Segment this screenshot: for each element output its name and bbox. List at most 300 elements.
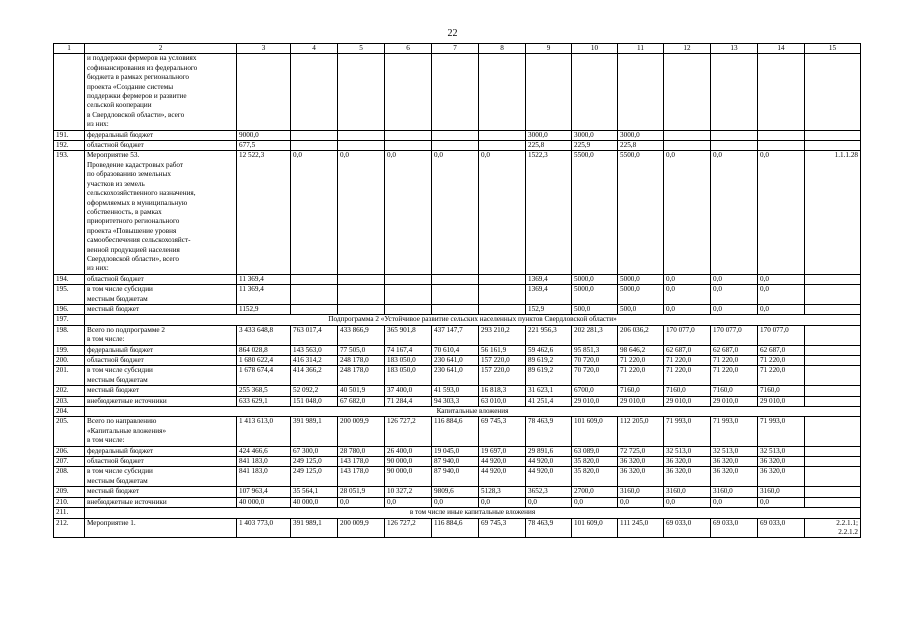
value-cell: 71 993,0 — [711, 417, 758, 446]
target-code — [805, 345, 861, 355]
value-cell: 71 220,0 — [711, 366, 758, 386]
value-cell: 11 369,4 — [237, 285, 291, 305]
value-cell — [432, 304, 479, 314]
value-cell: 7160,0 — [758, 386, 805, 396]
value-cell: 0,0 — [479, 151, 526, 274]
value-cell: 67 300,0 — [291, 446, 338, 456]
value-cell: 9809,6 — [432, 487, 479, 497]
column-header: 8 — [479, 44, 526, 54]
value-cell: 437 147,7 — [432, 325, 479, 345]
row-number: 201. — [54, 366, 85, 386]
value-cell: 29 010,0 — [664, 396, 711, 406]
value-cell: 63 089,0 — [572, 446, 618, 456]
value-cell: 36 320,0 — [711, 457, 758, 467]
row-label: Мероприятие 53. Проведение кадастровых работ по образованию земельных участков из земель сельскохозяйственного назначения, оформляемых в муниципальную собственность, в рамках приоритетного регионального проекта «Повышение уровня самообеспечения сельскохозяйст- венной продукцией населения Свердловской области», всего из них: — [85, 151, 237, 274]
value-cell — [479, 304, 526, 314]
value-cell: 5000,0 — [618, 274, 664, 284]
table-row — [54, 386, 861, 396]
value-cell — [432, 274, 479, 284]
value-cell: 5128,3 — [479, 487, 526, 497]
value-cell: 152,9 — [526, 304, 572, 314]
value-cell: 249 125,0 — [291, 467, 338, 487]
value-cell: 70 720,0 — [572, 366, 618, 386]
value-cell: 225,8 — [526, 141, 572, 151]
value-cell: 36 320,0 — [664, 467, 711, 487]
column-header: 7 — [432, 44, 479, 54]
table-row — [54, 396, 861, 406]
value-cell: 44 920,0 — [526, 467, 572, 487]
target-code — [805, 325, 861, 345]
table-row — [54, 518, 861, 538]
value-cell: 0,0 — [664, 497, 711, 507]
row-number: 205. — [54, 417, 85, 446]
value-cell: 62 687,0 — [664, 345, 711, 355]
table-row — [54, 315, 861, 325]
column-header: 12 — [664, 44, 711, 54]
value-cell: 71 993,0 — [664, 417, 711, 446]
value-cell: 32 513,0 — [758, 446, 805, 456]
value-cell: 0,0 — [338, 497, 385, 507]
value-cell: 71 220,0 — [664, 366, 711, 386]
value-cell — [711, 54, 758, 130]
value-cell: 62 687,0 — [711, 345, 758, 355]
value-cell — [338, 130, 385, 140]
value-cell: 170 077,0 — [758, 325, 805, 345]
value-cell: 71 220,0 — [711, 356, 758, 366]
value-cell — [479, 285, 526, 305]
row-number: 207. — [54, 457, 85, 467]
value-cell: 107 963,4 — [237, 487, 291, 497]
table-row — [54, 497, 861, 507]
value-cell: 78 463,9 — [526, 417, 572, 446]
target-code — [805, 487, 861, 497]
value-cell: 5500,0 — [572, 151, 618, 274]
column-header: 9 — [526, 44, 572, 54]
value-cell: 71 220,0 — [758, 356, 805, 366]
value-cell: 11 369,4 — [237, 274, 291, 284]
value-cell: 87 940,0 — [432, 457, 479, 467]
value-cell: 29 010,0 — [711, 396, 758, 406]
value-cell: 26 400,0 — [385, 446, 432, 456]
value-cell: 29 010,0 — [758, 396, 805, 406]
value-cell: 0,0 — [432, 151, 479, 274]
target-code — [805, 141, 861, 151]
column-header: 2 — [85, 44, 237, 54]
value-cell: 71 220,0 — [618, 356, 664, 366]
value-cell — [291, 141, 338, 151]
value-cell: 0,0 — [526, 497, 572, 507]
value-cell: 1 403 773,0 — [237, 518, 291, 538]
column-header-row — [54, 44, 861, 54]
value-cell: 0,0 — [711, 274, 758, 284]
value-cell: 183 050,0 — [385, 366, 432, 386]
value-cell: 0,0 — [758, 274, 805, 284]
value-cell: 183 050,0 — [385, 356, 432, 366]
table-row — [54, 356, 861, 366]
value-cell: 72 725,0 — [618, 446, 664, 456]
value-cell: 5500,0 — [618, 151, 664, 274]
column-header: 4 — [291, 44, 338, 54]
value-cell: 71 220,0 — [758, 366, 805, 386]
table-row — [54, 325, 861, 345]
value-cell: 3160,0 — [664, 487, 711, 497]
target-code: 2.2.1.1; 2.2.1.2 — [805, 518, 861, 538]
value-cell: 225,8 — [618, 141, 664, 151]
value-cell: 0,0 — [572, 497, 618, 507]
value-cell: 29 010,0 — [572, 396, 618, 406]
value-cell: 157 220,0 — [479, 356, 526, 366]
value-cell: 19 697,0 — [479, 446, 526, 456]
value-cell: 391 989,1 — [291, 417, 338, 446]
row-number: 209. — [54, 487, 85, 497]
value-cell: 143 563,0 — [291, 345, 338, 355]
value-cell: 56 161,9 — [479, 345, 526, 355]
value-cell — [291, 274, 338, 284]
value-cell: 101 609,0 — [572, 518, 618, 538]
row-label: Мероприятие 1. — [85, 518, 237, 538]
row-label: местный бюджет — [85, 304, 237, 314]
row-label: внебюджетные источники — [85, 497, 237, 507]
value-cell — [385, 304, 432, 314]
section-heading: Подпрограмма 2 «Устойчивое развитие сельских населенных пунктов Свердловской области» — [85, 315, 861, 325]
value-cell: 36 320,0 — [758, 467, 805, 487]
value-cell: 41 593,0 — [432, 386, 479, 396]
value-cell — [618, 54, 664, 130]
value-cell: 44 920,0 — [479, 457, 526, 467]
value-cell: 0,0 — [479, 497, 526, 507]
value-cell: 62 687,0 — [758, 345, 805, 355]
value-cell: 71 284,4 — [385, 396, 432, 406]
value-cell: 143 178,0 — [338, 457, 385, 467]
row-label: местный бюджет — [85, 386, 237, 396]
value-cell: 248 178,0 — [338, 366, 385, 386]
budget-table — [53, 43, 861, 538]
value-cell — [664, 54, 711, 130]
value-cell: 0,0 — [385, 497, 432, 507]
value-cell — [479, 141, 526, 151]
value-cell — [291, 285, 338, 305]
row-label: в том числе субсидии местным бюджетам — [85, 285, 237, 305]
row-label: Всего по подпрограмме 2 в том числе: — [85, 325, 237, 345]
value-cell: 16 818,3 — [479, 386, 526, 396]
row-number: 206. — [54, 446, 85, 456]
value-cell: 0,0 — [711, 285, 758, 305]
value-cell: 63 010,0 — [479, 396, 526, 406]
table-row — [54, 141, 861, 151]
value-cell: 293 210,2 — [479, 325, 526, 345]
value-cell — [385, 54, 432, 130]
value-cell: 101 609,0 — [572, 417, 618, 446]
value-cell: 0,0 — [758, 304, 805, 314]
target-code — [805, 396, 861, 406]
column-header: 15 — [805, 44, 861, 54]
value-cell: 157 220,0 — [479, 366, 526, 386]
value-cell: 1369,4 — [526, 274, 572, 284]
value-cell: 98 646,2 — [618, 345, 664, 355]
value-cell: 202 281,3 — [572, 325, 618, 345]
row-label: внебюджетные источники — [85, 396, 237, 406]
row-label: в том числе субсидии местным бюджетам — [85, 366, 237, 386]
value-cell — [664, 141, 711, 151]
table-row — [54, 467, 861, 487]
target-code — [805, 417, 861, 446]
row-number: 202. — [54, 386, 85, 396]
table-row — [54, 304, 861, 314]
table-row — [54, 274, 861, 284]
value-cell: 36 320,0 — [664, 457, 711, 467]
value-cell: 230 641,0 — [432, 356, 479, 366]
row-number: 197. — [54, 315, 85, 325]
value-cell: 7160,0 — [664, 386, 711, 396]
value-cell: 7160,0 — [711, 386, 758, 396]
value-cell: 69 033,0 — [664, 518, 711, 538]
row-label: областной бюджет — [85, 141, 237, 151]
value-cell: 0,0 — [758, 285, 805, 305]
value-cell: 36 320,0 — [711, 467, 758, 487]
table-row — [54, 407, 861, 417]
value-cell: 0,0 — [711, 304, 758, 314]
value-cell: 0,0 — [711, 151, 758, 274]
value-cell: 433 866,9 — [338, 325, 385, 345]
value-cell: 0,0 — [664, 274, 711, 284]
value-cell — [479, 274, 526, 284]
value-cell — [711, 130, 758, 140]
value-cell: 35 820,0 — [572, 457, 618, 467]
value-cell: 3 433 648,8 — [237, 325, 291, 345]
target-code — [805, 54, 861, 130]
table-row — [54, 151, 861, 274]
table-row — [54, 54, 861, 130]
row-label: Всего по направлению «Капитальные вложения» в том числе: — [85, 417, 237, 446]
row-label: федеральный бюджет — [85, 130, 237, 140]
value-cell: 87 940,0 — [432, 467, 479, 487]
target-code — [805, 497, 861, 507]
table-row — [54, 508, 861, 518]
value-cell: 29 010,0 — [618, 396, 664, 406]
value-cell: 90 000,0 — [385, 457, 432, 467]
value-cell: 40 501,9 — [338, 386, 385, 396]
value-cell: 28 780,0 — [338, 446, 385, 456]
value-cell: 70 610,4 — [432, 345, 479, 355]
value-cell — [338, 141, 385, 151]
value-cell: 221 956,3 — [526, 325, 572, 345]
value-cell: 633 629,1 — [237, 396, 291, 406]
row-number — [54, 54, 85, 130]
page-number: 22 — [447, 28, 458, 39]
value-cell: 28 051,9 — [338, 487, 385, 497]
value-cell: 41 251,4 — [526, 396, 572, 406]
value-cell — [711, 141, 758, 151]
column-header: 6 — [385, 44, 432, 54]
value-cell: 12 522,3 — [237, 151, 291, 274]
row-number: 194. — [54, 274, 85, 284]
value-cell: 44 920,0 — [479, 467, 526, 487]
value-cell: 116 884,6 — [432, 518, 479, 538]
value-cell: 69 745,3 — [479, 518, 526, 538]
value-cell: 71 993,0 — [758, 417, 805, 446]
value-cell: 0,0 — [758, 151, 805, 274]
value-cell: 0,0 — [291, 151, 338, 274]
value-cell — [526, 54, 572, 130]
value-cell: 90 000,0 — [385, 467, 432, 487]
column-header: 10 — [572, 44, 618, 54]
value-cell — [385, 274, 432, 284]
value-cell: 37 400,0 — [385, 386, 432, 396]
row-number: 212. — [54, 518, 85, 538]
value-cell: 32 513,0 — [711, 446, 758, 456]
value-cell: 143 178,0 — [338, 467, 385, 487]
row-label: в том числе субсидии местным бюджетам — [85, 467, 237, 487]
value-cell: 7160,0 — [618, 386, 664, 396]
value-cell: 94 303,3 — [432, 396, 479, 406]
column-header: 5 — [338, 44, 385, 54]
value-cell — [758, 141, 805, 151]
table-row — [54, 417, 861, 446]
value-cell: 5000,0 — [572, 274, 618, 284]
value-cell: 3652,3 — [526, 487, 572, 497]
value-cell: 19 045,0 — [432, 446, 479, 456]
value-cell — [237, 54, 291, 130]
section-heading: в том числе иные капитальные вложения — [85, 508, 861, 518]
value-cell — [432, 285, 479, 305]
target-code — [805, 274, 861, 284]
value-cell: 35 820,0 — [572, 467, 618, 487]
value-cell: 206 036,2 — [618, 325, 664, 345]
value-cell — [664, 130, 711, 140]
row-label: федеральный бюджет — [85, 345, 237, 355]
value-cell: 69 033,0 — [758, 518, 805, 538]
value-cell — [338, 285, 385, 305]
row-number: 204. — [54, 407, 85, 417]
value-cell: 67 682,0 — [338, 396, 385, 406]
table-row — [54, 345, 861, 355]
value-cell: 677,5 — [237, 141, 291, 151]
value-cell — [291, 130, 338, 140]
value-cell: 111 245,0 — [618, 518, 664, 538]
value-cell: 3160,0 — [618, 487, 664, 497]
value-cell: 44 920,0 — [526, 457, 572, 467]
value-cell: 365 901,8 — [385, 325, 432, 345]
value-cell: 1 678 674,4 — [237, 366, 291, 386]
value-cell: 225,9 — [572, 141, 618, 151]
target-code — [805, 304, 861, 314]
table-row — [54, 130, 861, 140]
value-cell — [385, 141, 432, 151]
value-cell: 1 680 622,4 — [237, 356, 291, 366]
value-cell: 3000,0 — [618, 130, 664, 140]
table-row — [54, 457, 861, 467]
row-number: 191. — [54, 130, 85, 140]
value-cell: 0,0 — [338, 151, 385, 274]
value-cell: 248 178,0 — [338, 356, 385, 366]
value-cell: 3000,0 — [572, 130, 618, 140]
value-cell: 89 619,2 — [526, 356, 572, 366]
table-row — [54, 285, 861, 305]
value-cell — [432, 141, 479, 151]
value-cell: 70 720,0 — [572, 356, 618, 366]
value-cell: 71 220,0 — [618, 366, 664, 386]
section-heading: Капитальные вложения — [85, 407, 861, 417]
value-cell: 249 125,0 — [291, 457, 338, 467]
value-cell: 841 183,0 — [237, 467, 291, 487]
value-cell: 52 092,2 — [291, 386, 338, 396]
row-number: 210. — [54, 497, 85, 507]
value-cell: 32 513,0 — [664, 446, 711, 456]
value-cell: 3000,0 — [526, 130, 572, 140]
value-cell: 864 028,8 — [237, 345, 291, 355]
target-code — [805, 457, 861, 467]
value-cell: 116 884,6 — [432, 417, 479, 446]
target-code — [805, 285, 861, 305]
value-cell: 170 077,0 — [664, 325, 711, 345]
value-cell: 5000,0 — [618, 285, 664, 305]
value-cell: 230 641,0 — [432, 366, 479, 386]
value-cell — [432, 130, 479, 140]
value-cell: 77 505,0 — [338, 345, 385, 355]
target-code: 1.1.1.28 — [805, 151, 861, 274]
value-cell: 36 320,0 — [618, 467, 664, 487]
column-header: 11 — [618, 44, 664, 54]
value-cell: 40 000,0 — [237, 497, 291, 507]
row-label: и поддержки фермеров на условиях софинансирования из федерального бюджета в рамках регионального проекта «Создание системы поддержки фермеров и развитие сельской кооперации в Свердловской области», всего из них: — [85, 54, 237, 130]
value-cell: 0,0 — [618, 497, 664, 507]
value-cell: 31 623,1 — [526, 386, 572, 396]
row-number: 198. — [54, 325, 85, 345]
value-cell: 1 413 613,0 — [237, 417, 291, 446]
value-cell — [758, 54, 805, 130]
column-header: 13 — [711, 44, 758, 54]
table-row — [54, 366, 861, 386]
table-row — [54, 446, 861, 456]
value-cell: 3160,0 — [711, 487, 758, 497]
row-label: областной бюджет — [85, 274, 237, 284]
row-number: 192. — [54, 141, 85, 151]
row-number: 195. — [54, 285, 85, 305]
value-cell: 255 368,5 — [237, 386, 291, 396]
row-number: 199. — [54, 345, 85, 355]
row-number: 208. — [54, 467, 85, 487]
value-cell: 416 314,2 — [291, 356, 338, 366]
value-cell: 1369,4 — [526, 285, 572, 305]
target-code — [805, 130, 861, 140]
value-cell: 763 017,4 — [291, 325, 338, 345]
column-header: 14 — [758, 44, 805, 54]
row-label: местный бюджет — [85, 487, 237, 497]
row-label: федеральный бюджет — [85, 446, 237, 456]
row-label: областной бюджет — [85, 457, 237, 467]
value-cell — [338, 274, 385, 284]
value-cell — [291, 54, 338, 130]
value-cell: 95 851,3 — [572, 345, 618, 355]
value-cell: 200 009,9 — [338, 518, 385, 538]
value-cell: 0,0 — [664, 304, 711, 314]
value-cell — [479, 130, 526, 140]
value-cell: 71 220,0 — [664, 356, 711, 366]
row-number: 200. — [54, 356, 85, 366]
row-number: 196. — [54, 304, 85, 314]
value-cell: 126 727,2 — [385, 417, 432, 446]
target-code — [805, 446, 861, 456]
value-cell: 112 205,0 — [618, 417, 664, 446]
value-cell: 151 048,0 — [291, 396, 338, 406]
column-header: 3 — [237, 44, 291, 54]
value-cell: 9000,0 — [237, 130, 291, 140]
value-cell: 40 000,0 — [291, 497, 338, 507]
target-code — [805, 356, 861, 366]
value-cell: 391 989,1 — [291, 518, 338, 538]
value-cell: 500,0 — [572, 304, 618, 314]
value-cell: 10 327,2 — [385, 487, 432, 497]
